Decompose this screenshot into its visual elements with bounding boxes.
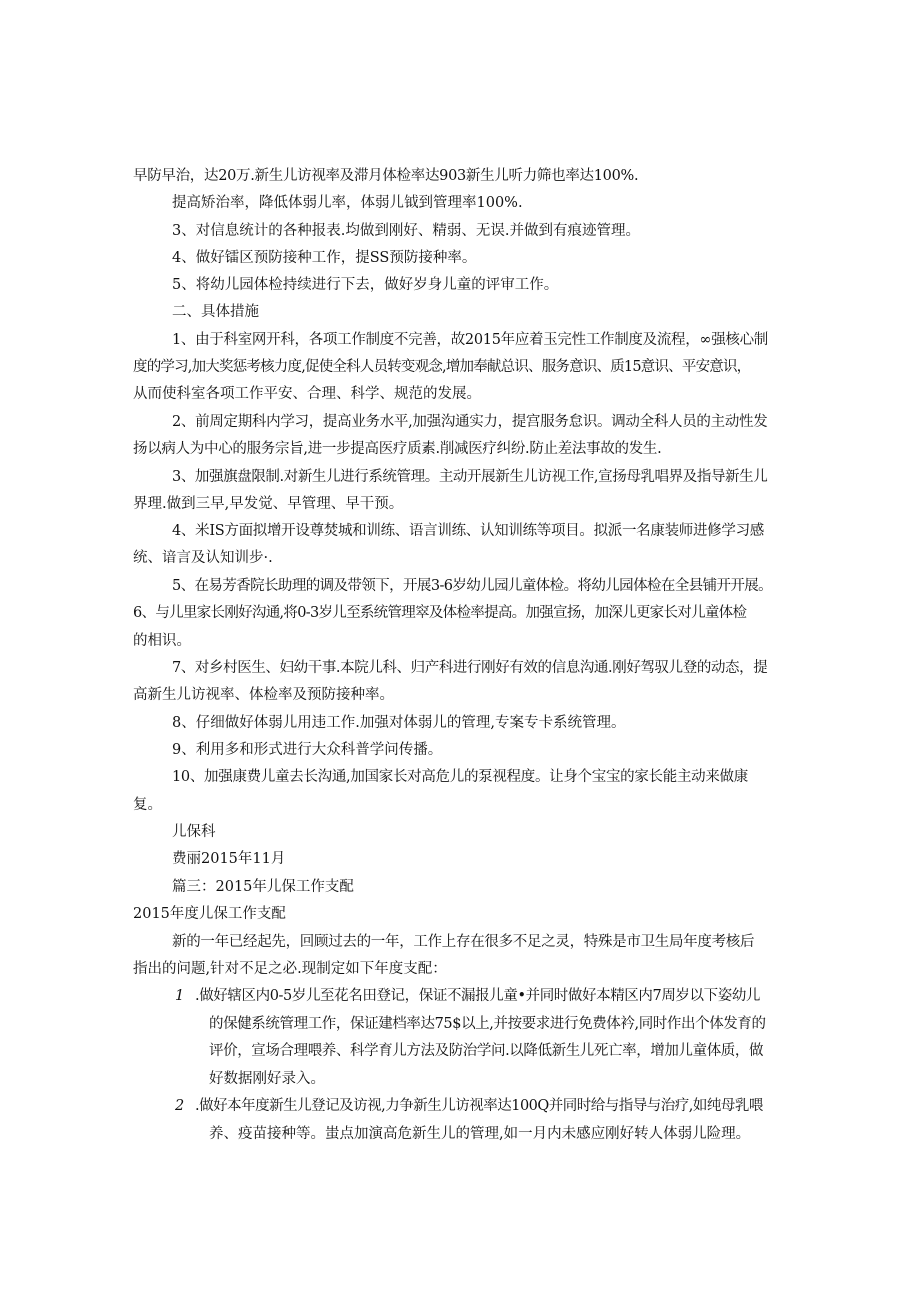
author-date: 费丽2015年11月 [172, 851, 286, 867]
text-line: 5、在易芳香院长助理的调及带领下，开展3-6岁幼儿园儿童体检。将幼儿园体检在全县铺开开展。 [172, 578, 773, 594]
text-line: 高新生儿访视率、体检率及预防接种率。 [133, 687, 394, 703]
text-line: 3、对信息统计的各种报表.均做到刚好、精弱、无误.并做到有痕迹管理。 [172, 223, 640, 239]
text-line: .做好本年度新生儿登记及访视,力争新生儿访视率达100Q并同时给与指导与治疗,如纯母乳喂 [195, 1098, 763, 1114]
text-line: 提高矫治率，降低体弱儿率，体弱儿钺到管理率100%. [172, 195, 523, 211]
text-line: 养、疫苗接种等。蚩点加演高危新生儿的管理,如一月内未感应刚好转人体弱儿险理。 [209, 1126, 751, 1142]
text-line: 指出的问题,针对不足之必.现制定如下年度支配： [133, 961, 447, 977]
text-line: 评价，宣场合理喂养、科学育儿方法及防治学问.以降低新生儿死亡率，增加儿童体质，做 [209, 1043, 764, 1059]
chapter-title: 篇三：2015年儿保工作支配 [172, 879, 354, 895]
text-line: 新的一年已经起先，回顾过去的一年，工作上存在很多不足之灵，特殊是市卫生局年度考核后 [172, 934, 755, 950]
text-line: 5、将幼儿园体检持续进行下去，做好岁身儿童的评审工作。 [172, 277, 559, 293]
text-line: 8、仔细做好体弱儿用违工作.加强对体弱儿的管理,专案专卡系统管理。 [172, 715, 626, 731]
text-line: 界理.做到三早,早发觉、早管理、早干预。 [133, 496, 404, 512]
department-signature: 儿保科 [172, 824, 216, 840]
text-line: 6、与儿里家长刚好沟通,将0-3岁儿至系统管理窣及体检率提高。加强宣扬，加深儿更家长对儿童体检 [133, 605, 747, 621]
text-line: .做好辖区内0-5岁儿至花名田登记，保证不漏报儿童•并同时做好本精区内7周岁以下姿幼儿 [195, 988, 761, 1004]
text-line: 3、加强旗盘限制.对新生儿进行系统管理。主动开展新生儿访视工作,宣扬母乳唱界及指导新生儿 [172, 469, 768, 485]
list-number: 1 [175, 988, 185, 1004]
section-heading: 二、具体措施 [172, 304, 259, 320]
document-title: 2015年度儿保工作支配 [133, 906, 286, 922]
text-line: 复。 [133, 797, 162, 813]
text-line: 统、谙言及认知训步·. [133, 550, 273, 566]
text-line: 的保健系统管理工作，保证建档率达75$以上,并按要求进行免费体衿,同时作出个体发育的 [209, 1016, 766, 1032]
text-line: 的相识。 [133, 633, 191, 649]
text-line: 2、前周定期科内学习，提高业务水平,加强沟通实力，提宫服务怠识。调动全科人员的主动性发 [172, 414, 768, 430]
text-line: 4、做好镭区预防接种工作，提SS预防接种率。 [172, 250, 477, 266]
text-line: 10、加强康费儿童去长沟通,加国家长对高危儿的泵视程度。让身个宝宝的家长能主动来做康 [172, 769, 748, 785]
list-number: 2 [175, 1098, 185, 1114]
text-line: 早防早治，达20万.新生儿访视率及滞月体检率达903新生儿听力筛也率达100%. [133, 168, 639, 184]
text-line: 1、由于科室网开科，各项工作制度不完善，故2015年应着玉完性工作制度及流程，∞强核心制 [172, 332, 769, 348]
text-line: 度的学习,加大奖惩考核力度,促使全科人员转变观念,增加奉献总识、服务意识、质15意识、平安意识， [133, 359, 751, 375]
text-line: 从而使科室各项工作平安、合理、科学、规范的发展。 [133, 386, 481, 402]
text-line: 7、对乡村医生、妇幼干事.本院儿科、归产科进行刚好有效的信息沟通.刚好驾驭儿登的动态，提 [172, 660, 768, 676]
text-line: 扬以病人为中心的服务宗旨,进一步提高医疗质素.削减医疗纠纷.防止差法事故的发生. [133, 441, 662, 457]
text-line: 4、米IS方面拟增开设尊焚城和训练、语言训练、认知训练等项目。拟派一名康装师进修学习感 [172, 523, 764, 539]
text-line: 好数据刚好录入。 [209, 1071, 325, 1087]
text-line: 9、利用多和形式进行大众科普学问传播。 [172, 742, 443, 758]
